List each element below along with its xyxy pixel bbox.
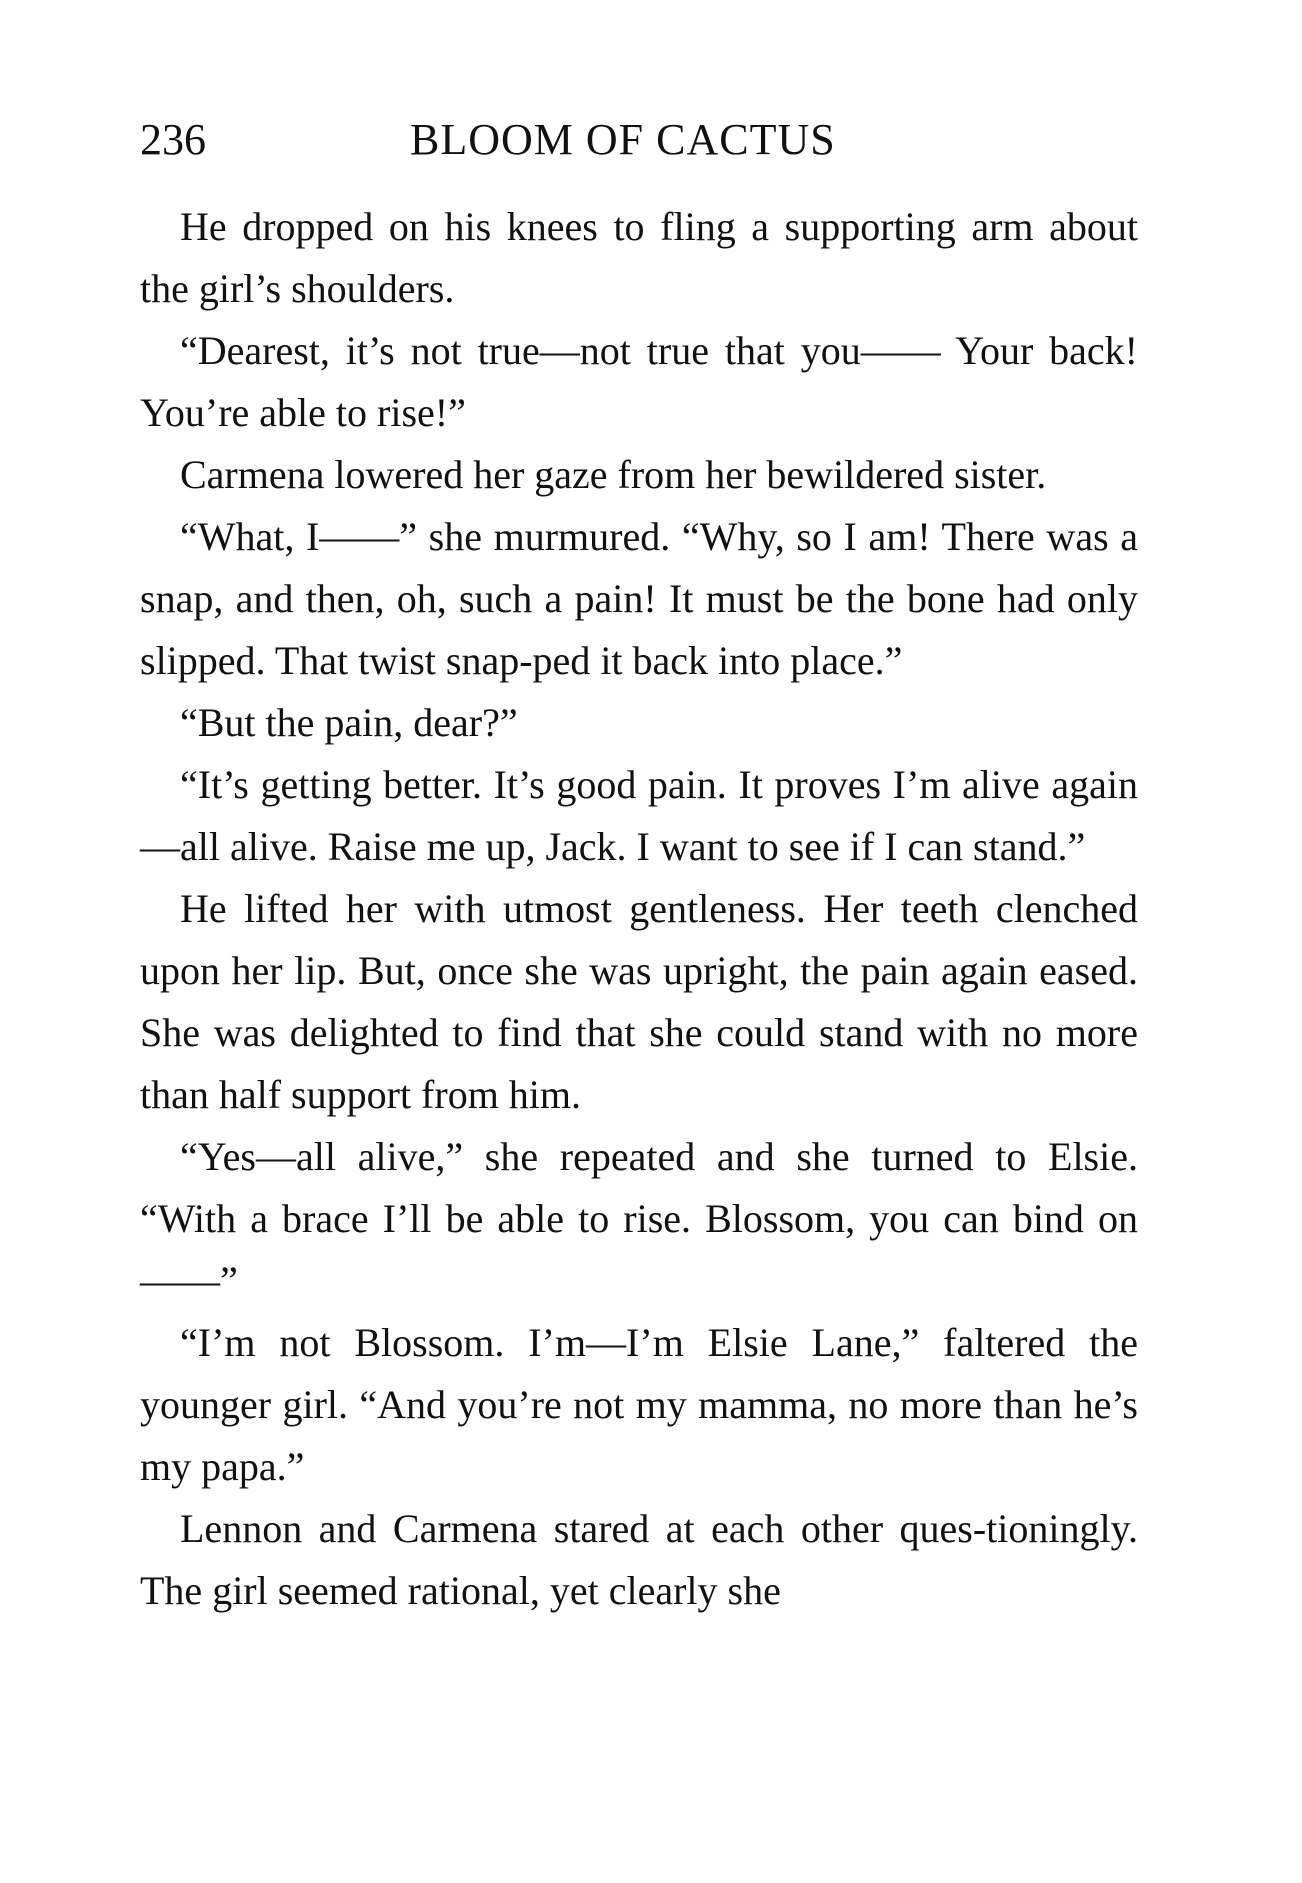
paragraph: “Dearest, it’s not true—not true that you—— Your back! You’re able to rise!” — [140, 328, 1138, 435]
paragraph: “It’s getting better. It’s good pain. It proves I’m alive again—all alive. Raise me up, Jack. I want to see if I can stand.” — [140, 762, 1138, 869]
paragraph: “But the pain, dear?” — [180, 700, 518, 745]
paragraph: “What, I——” she murmured. “Why, so I am! There was a snap, and then, oh, such a pain! It must be the bone had only slipped. That twist snap-ped it back into place.” — [140, 514, 1138, 683]
paragraph: “I’m not Blossom. I’m—I’m Elsie Lane,” faltered the younger girl. “And you’re not my mamma, no more than he’s my papa.” — [140, 1320, 1138, 1489]
paragraph: He dropped on his knees to fling a supporting arm about the girl’s shoulders. — [140, 204, 1138, 311]
body-text — [140, 196, 1138, 1622]
page-number: 236 — [140, 115, 206, 164]
running-head — [140, 110, 1140, 170]
running-title: BLOOM OF CACTUS — [410, 115, 836, 164]
paragraph: Carmena lowered her gaze from her bewildered sister. — [180, 452, 1047, 497]
paragraph: He lifted her with utmost gentleness. Her teeth clenched upon her lip. But, once she was upright, the pain again eased. She was delighted to find that she could stand with no more than half support from him. — [140, 886, 1138, 1117]
paragraph: “Yes—all alive,” she repeated and she turned to Elsie. “With a brace I’ll be able to rise. Blossom, you can bind on——” — [140, 1134, 1138, 1303]
paragraph: Lennon and Carmena stared at each other ques-tioningly. The girl seemed rational, yet clearly she — [140, 1506, 1138, 1613]
